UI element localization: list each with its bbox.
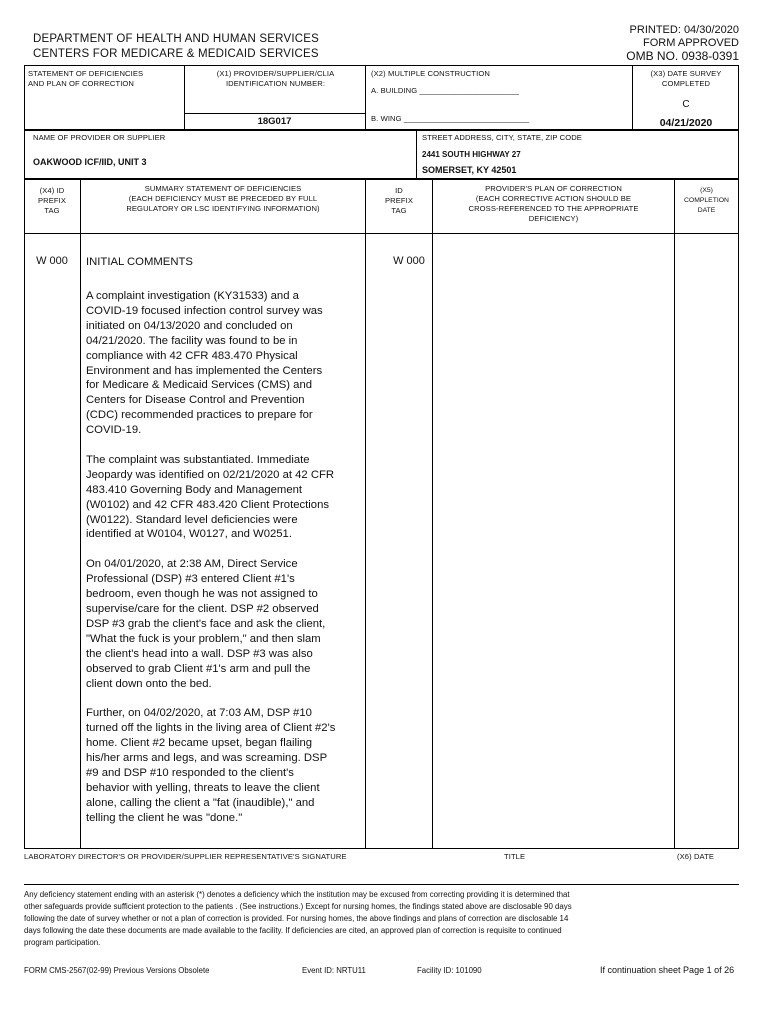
provider-id-number: 18G017 [257, 116, 292, 127]
survey-letter: C [682, 99, 690, 110]
right-prefix-tag: W 000 [393, 255, 425, 267]
agency-header [33, 32, 319, 62]
summary-statement [86, 289, 364, 840]
survey-date: 04/21/2020 [659, 117, 713, 129]
city-state-zip: SOMERSET, KY 42501 [422, 165, 517, 175]
x4-header: (X4) ID PREFIX TAG [37, 186, 67, 215]
building-label: A. BUILDING _______________________ [371, 86, 519, 95]
date-label: (X6) DATE [677, 852, 715, 861]
left-prefix-tag: W 000 [36, 255, 68, 267]
department-name: DEPARTMENT OF HEALTH AND HUMAN SERVICES [33, 33, 319, 45]
form-id: FORM CMS-2567(02-99) Previous Versions Obsolete [24, 966, 210, 975]
statement-label: STATEMENT OF DEFICIENCIES AND PLAN OF CORRECTION [28, 69, 144, 88]
x3-label: (X3) DATE SURVEY COMPLETED [650, 69, 722, 88]
disclaimer: Any deficiency statement ending with an asterisk (*) denotes a deficiency which the institution may be excused from correcting providing it is determined that other safeguards provide sufficient protection to the patients . (See instructions.) Except for nursing homes, the findings stated above are disclosable 90 days following the date of survey whether or not a plan of correction is provided. For nursing homes, the above findings and plans of correction are disclosable 14 days following the date these documents are made available to the facility. If deficiencies are cited, an approved plan of correction is requisite to continued program participation. [24, 890, 572, 947]
address-label: STREET ADDRESS, CITY, STATE, ZIP CODE [422, 133, 582, 142]
provider-name-label: NAME OF PROVIDER OR SUPPLIER [33, 133, 166, 142]
page-number: If continuation sheet Page 1 of 26 [600, 965, 735, 975]
plan-header: PROVIDER'S PLAN OF CORRECTION (EACH CORRECTIVE ACTION SHOULD BE CROSS-REFERENCED TO THE APPROPRIATE DEFICIENCY) [468, 184, 639, 223]
x5-header: (X5) COMPLETION DATE [684, 187, 729, 214]
x1-label: (X1) PROVIDER/SUPPLIER/CLIA IDENTIFICATION NUMBER: [216, 69, 335, 88]
street-address: 2441 SOUTH HIGHWAY 27 [422, 150, 521, 159]
agency-name: CENTERS FOR MEDICARE & MEDICAID SERVICES [33, 48, 319, 60]
event-id: Event ID: NRTU11 [302, 966, 366, 975]
form-approved: FORM APPROVED [643, 37, 739, 49]
wing-label: B. WING _____________________________ [371, 114, 530, 123]
paragraph-1: A complaint investigation (KY31533) and a COVID-19 focused infection control survey was initiated on 04/13/2020 and concluded on 04/21/2020. The facility was found to be in compliance with 42 CFR 483.470 Physical Environment and has implemented the Centers for Medicare & Medicaid Services (CMS) and Centers for Disease Control and Prevention (CDC) recommended practices to prepare for COVID-19. [86, 290, 323, 437]
paragraph-3: On 04/01/2020, at 2:38 AM, Direct Service Professional (DSP) #3 entered Client #1's bedroom, even though he was not assigned to supervise/care for the client. DSP #2 observed DSP #3 grab the client's face and ask the client, "What the fuck is your problem," and then slam the client's head into a wall. DSP #3 was also observed to grab Client #1's arm and pull the client down onto the bed. [86, 558, 326, 690]
paragraph-4: Further, on 04/02/2020, at 7:03 AM, DSP #10 turned off the lights in the living area of Client #2's home. Client #2 became upset, began flailing his/her arms and legs, and was screaming. DSP #9 and DSP #10 responded to the client's behavior with yelling, threats to leave the client alone, calling the client a "fat (inaudible)," and telling the client he was "done." [86, 707, 336, 824]
omb-number: OMB NO. 0938-0391 [626, 49, 739, 63]
summary-header: SUMMARY STATEMENT OF DEFICIENCIES (EACH DEFICIENCY MUST BE PRECEDED BY FULL REGULATORY OR LSC IDENTIFYING INFORMATION) [126, 184, 320, 213]
print-info [626, 24, 739, 63]
id-header: ID PREFIX TAG [384, 186, 414, 215]
section-heading: INITIAL COMMENTS [86, 256, 193, 268]
x2-label: (X2) MULTIPLE CONSTRUCTION [371, 69, 490, 78]
paragraph-2: The complaint was substantiated. Immediate Jeopardy was identified on 02/21/2020 at 42 CFR 483.410 Governing Body and Management (W0102) and 42 CFR 483.420 Client Protections (W0122). Standard level deficiencies were identified at W0104, W0127, and W0251. [86, 453, 335, 541]
printed-date: PRINTED: 04/30/2020 [629, 24, 739, 36]
title-label: TITLE [504, 852, 526, 861]
facility-id: Facility ID: 101090 [417, 966, 482, 975]
signature-label: LABORATORY DIRECTOR'S OR PROVIDER/SUPPLIER REPRESENTATIVE'S SIGNATURE [24, 852, 347, 861]
provider-name: OAKWOOD ICF/IID, UNIT 3 [33, 157, 147, 167]
